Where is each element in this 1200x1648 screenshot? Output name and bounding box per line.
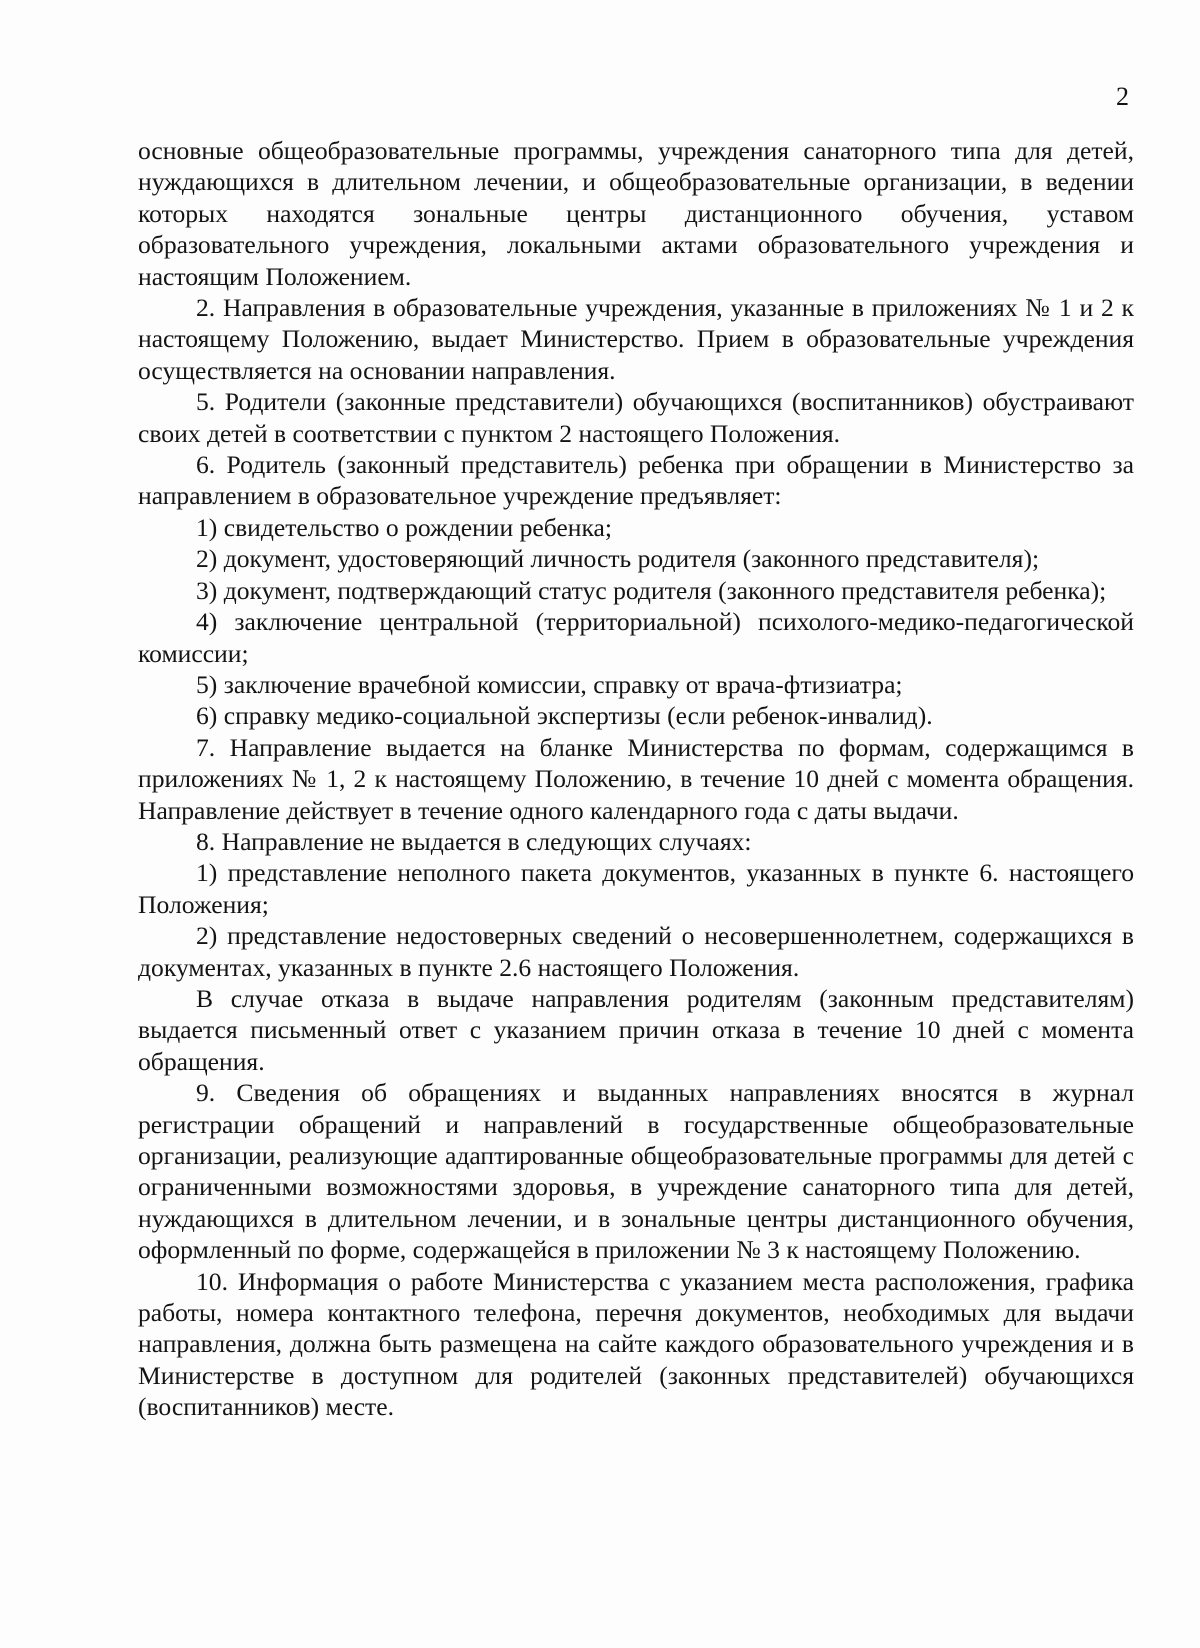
list-item: 2) документ, удостоверяющий личность родителя (законного представителя);	[196, 544, 1040, 574]
list-item: 5) заключение врачебной комиссии, справку от врача-фтизиатра;	[196, 669, 903, 699]
paragraph: 10. Информация о работе Министерства с указанием места расположения, графика работы, номера контактного телефона, перечня документов, необходимых для выдачи направления, должна быть размещена на сайте каждого образовательного учреждения и в Министерстве в доступном для родителей (законных представителей) обучающихся (воспитанников) месте.	[138, 1266, 1134, 1422]
list-item: 6) справку медико-социальной экспертизы (если ребенок-инвалид).	[196, 701, 933, 731]
page-number: 2	[1116, 82, 1129, 111]
paragraph: 2. Направления в образовательные учреждения, указанные в приложениях № 1 и 2 к настоящему Положению, выдает Министерство. Прием в образовательные учреждения осуществляется на основании направления.	[138, 293, 1134, 385]
paragraph: В случае отказа в выдаче направления родителям (законным представителям) выдается письменный ответ с указанием причин отказа в течение 10 дней с момента обращения.	[138, 983, 1134, 1076]
paragraph: 6. Родитель (законный представитель) ребенка при обращении в Министерство за направлением в образовательное учреждение предъявляет:	[138, 450, 1134, 511]
paragraph: 7. Направление выдается на бланке Министерства по формам, содержащимся в приложениях № 1, 2 к настоящему Положению, в течение 10 дней с момента обращения. Направление действует в течение одного календарного года с даты выдачи.	[138, 732, 1134, 825]
paragraph: 5. Родители (законные представители) обучающихся (воспитанников) обустраивают своих детей в соответствии с пунктом 2 настоящего Положения.	[138, 387, 1134, 448]
list-item: 2) представление недостоверных сведений о несовершеннолетнем, содержащихся в документах, указанных в пункте 2.6 настоящего Положения.	[138, 921, 1134, 982]
list-item: 1) свидетельство о рождении ребенка;	[196, 512, 612, 542]
paragraph: основные общеобразовательные программы, учреждения санаторного типа для детей, нуждающихся в длительном лечении, и общеобразовательные организации, в ведении которых находятся зональные центры дистанционного обучения, уставом образовательного учреждения, локальными актами образовательного учреждения и настоящим Положением.	[138, 136, 1134, 291]
paragraph: 9. Сведения об обращениях и выданных направлениях вносятся в журнал регистрации обращений и направлений в государственные общеобразовательные организации, реализующие адаптированные общеобразовательные программы для детей с ограниченными возможностями здоровья, в учреждение санаторного типа для детей, нуждающихся в длительном лечении, и в зональные центры дистанционного обучения, оформленный по форме, содержащейся в приложении № 3 к настоящему Положению.	[138, 1078, 1134, 1265]
document-body	[138, 135, 1134, 1423]
list-item: 3) документ, подтверждающий статус родителя (законного представителя ребенка);	[196, 575, 1107, 605]
list-item: 4) заключение центральной (территориальной) психолого-медико-педагогической комиссии;	[138, 607, 1134, 668]
paragraph: 8. Направление не выдается в следующих случаях:	[196, 826, 752, 856]
list-item: 1) представление неполного пакета документов, указанных в пункте 6. настоящего Положения;	[138, 858, 1134, 919]
